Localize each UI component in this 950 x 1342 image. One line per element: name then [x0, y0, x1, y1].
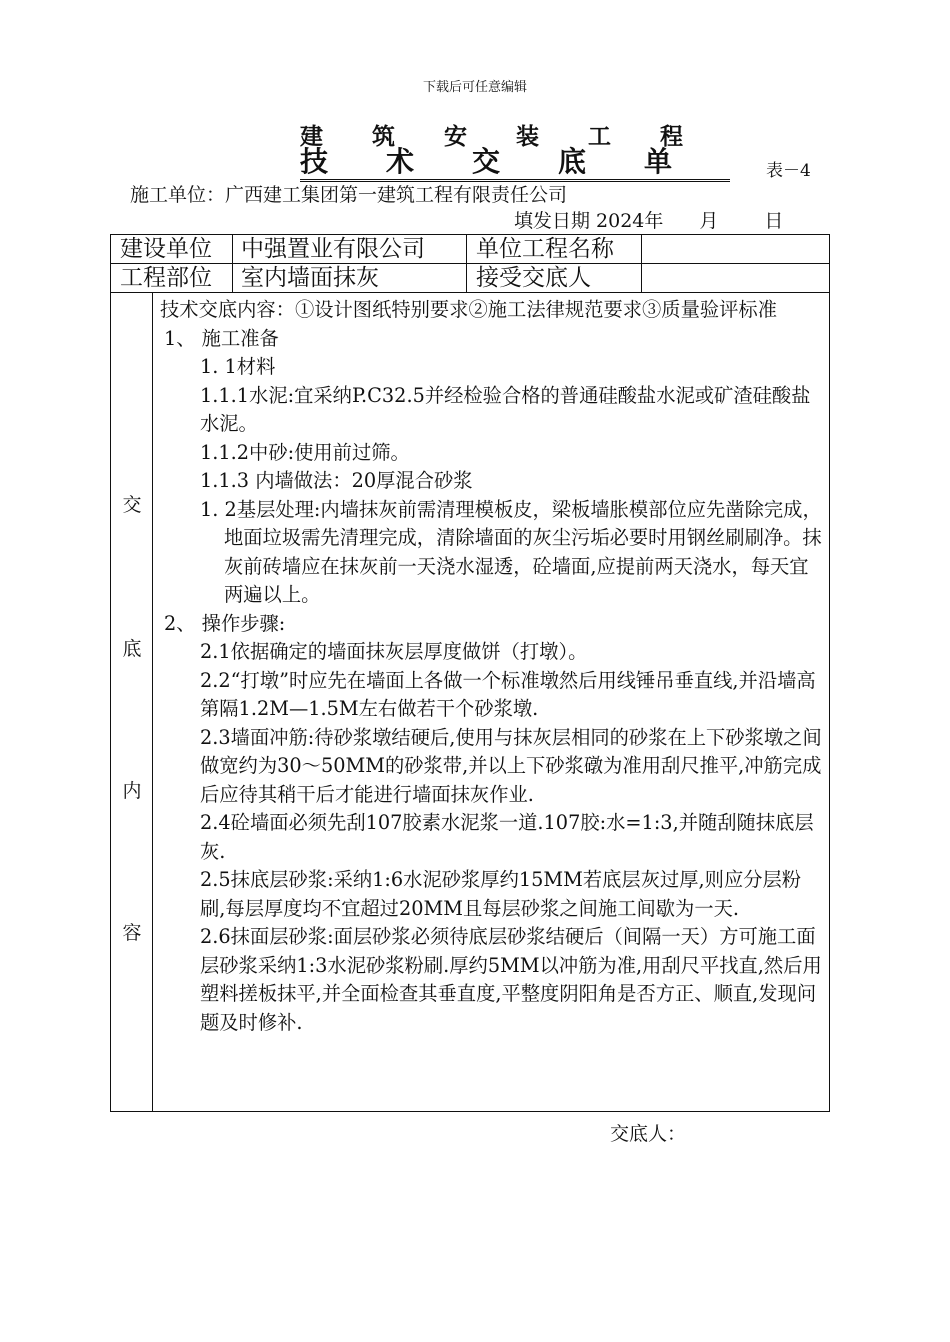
- col-divider-2: [466, 234, 467, 292]
- side-label-char-4: 容: [122, 922, 142, 944]
- step-2-2: 2.2“打墩”时应先在墙面上各做一个标准墩然后用线锤吊垂直线,并沿墙高第隔1.2M—1.5M左右做若干个砂浆墩.: [200, 668, 816, 720]
- date-label: 填发日期 2024年: [514, 210, 664, 232]
- step-2-6: 2.6抹面层砂浆:面层砂浆必须待底层砂浆结硬后（间隔一天）方可施工面层砂浆采纳1:3水泥砂浆粉刷.厚约5MM以冲筋为准,用刮尺平找直,然后用塑料搓板抹平,并全面检查其垂直度,平整度阴阳角是否方正、顺直,发现问题及时修补.: [200, 925, 822, 1034]
- side-label-char-1: 交: [122, 494, 142, 516]
- item-base-treatment: 1. 2基层处理:内墙抹灰前需清理模板皮，梁板墙胀模部位应先凿除完成，地面垃圾需先清理完成，清除墙面的灰尘污垢必要时用钢丝刷刷净。抹灰前砖墙应在抹灰前一天浇水湿透，砼墙面,应提前两天浇水，每天宜两遍以上。: [200, 497, 822, 606]
- content-intro: 技术交底内容：①设计图纸特别要求②施工法律规范要求③质量验评标准: [160, 298, 777, 321]
- step-2-4: 2.4砼墙面必须先刮107胶素水泥浆一道.107胶:水=1:3,并随刮随抹底层灰.: [200, 811, 814, 863]
- value-work-area: 室内墙面抹灰: [241, 265, 379, 291]
- document-title: 建筑安装工程: [300, 123, 732, 150]
- step-2-5: 2.5抹底层砂浆:采纳1:6水泥砂浆厚约15MM若底层灰过厚,则应分层粉刷,每层厚度均不宜超过20MM且每层砂浆之间施工间歇为一天.: [200, 868, 802, 920]
- watermark-text: 下载后可任意编辑: [422, 80, 527, 95]
- side-label-char-3: 内: [122, 780, 142, 802]
- section-materials: 1. 1材料: [200, 355, 276, 378]
- item-sand: 1.1.2中砂:使用前过筛。: [200, 440, 410, 464]
- section-prep: 1、 施工准备: [164, 326, 279, 350]
- label-project-name: 单位工程名称: [476, 236, 614, 262]
- label-recipient: 接受交底人: [476, 265, 591, 291]
- row-divider-2: [110, 292, 830, 293]
- item-cement: 1.1.1水泥:宜采纳P.C32.5并经检验合格的普通硅酸盐水泥或矿渣硅酸盐水泥。: [200, 383, 811, 435]
- date-month: 月: [699, 210, 719, 232]
- issue-date: [514, 206, 783, 233]
- label-work-area: 工程部位: [120, 265, 212, 291]
- step-2-1: 2.1依据确定的墙面抹灰层厚度做饼（打墩）。: [200, 640, 588, 663]
- construction-company: 施工单位：广西建工集团第一建筑工程有限责任公司: [130, 184, 568, 206]
- side-label-char-2: 底: [122, 638, 142, 660]
- signer-label: 交底人：: [610, 1123, 687, 1145]
- item-wall-method: 1.1.3 内墙做法：20厚混合砂浆: [200, 469, 473, 492]
- document-subtitle: 技术交底单: [300, 145, 730, 182]
- col-divider-3: [641, 234, 642, 292]
- step-2-3: 2.3墙面冲筋:待砂浆墩结硬后,使用与抹灰层相同的砂浆在上下砂浆墩之间做宽约为30～50MM的砂浆带,并以上下砂浆礅为准用刮尺推平,冲筋完成后应待其稍干后才能进行墙面抹灰作业.: [200, 725, 822, 806]
- form-number: 表－4: [766, 161, 811, 181]
- value-client: 中强置业有限公司: [241, 236, 425, 262]
- section-steps: 2、 操作步骤:: [164, 611, 286, 635]
- disclosure-content: [160, 296, 822, 1037]
- date-day: 日: [764, 210, 784, 232]
- col-divider-1: [232, 234, 233, 292]
- col-divider-side: [152, 292, 153, 1112]
- label-client: 建设单位: [120, 236, 212, 262]
- row-divider-1: [110, 263, 830, 264]
